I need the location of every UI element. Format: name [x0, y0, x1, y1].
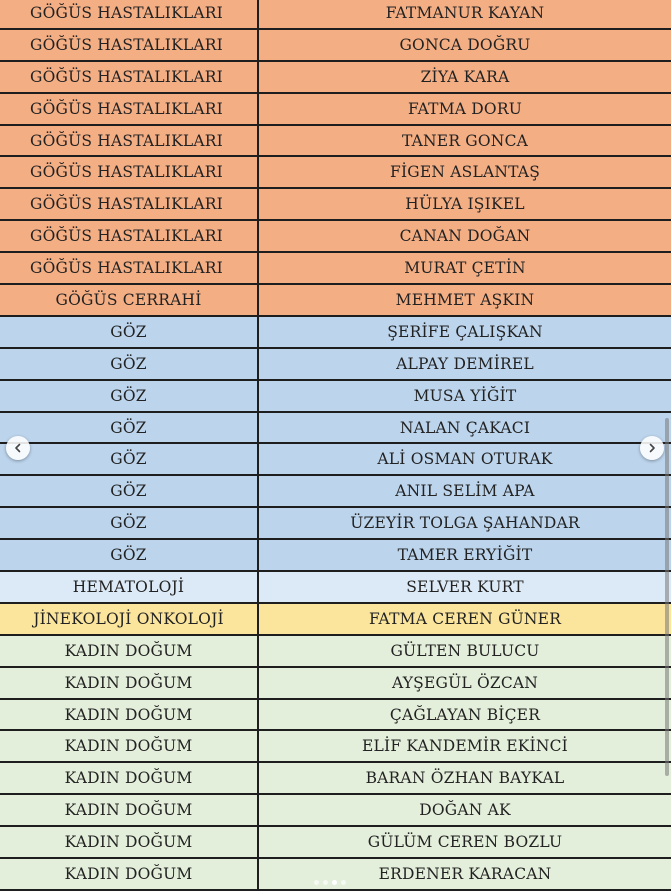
department-cell: GÖĞÜS HASTALIKLARI: [0, 93, 258, 125]
doctor-name-cell: FATMA CEREN GÜNER: [258, 603, 671, 635]
department-cell: GÖĞÜS HASTALIKLARI: [0, 188, 258, 220]
table-row: [0, 61, 671, 93]
table-row: [0, 635, 671, 667]
table-row: [0, 348, 671, 380]
table-row: [0, 858, 671, 890]
department-cell: GÖĞÜS HASTALIKLARI: [0, 125, 258, 157]
doctor-name-cell: ERDENER KARACAN: [258, 858, 671, 890]
doctor-name-cell: AYŞEGÜL ÖZCAN: [258, 667, 671, 699]
doctor-name-cell: GÜLTEN BULUCU: [258, 635, 671, 667]
table-row: [0, 667, 671, 699]
table-row: [0, 188, 671, 220]
doctor-name-cell: FATMA DORU: [258, 93, 671, 125]
table-row: [0, 412, 671, 444]
table-row: [0, 826, 671, 858]
carousel-dots: [314, 880, 346, 885]
department-cell: GÖZ: [0, 507, 258, 539]
table-row: [0, 125, 671, 157]
table-row: [0, 0, 671, 29]
table-row: [0, 699, 671, 731]
doctor-name-cell: HÜLYA IŞIKEL: [258, 188, 671, 220]
vertical-scrollbar[interactable]: [665, 418, 669, 776]
department-cell: GÖZ: [0, 475, 258, 507]
doctor-name-cell: MUSA YİĞİT: [258, 380, 671, 412]
doctor-name-cell: ANIL SELİM APA: [258, 475, 671, 507]
table-row: [0, 443, 671, 475]
table-row: [0, 252, 671, 284]
doctor-name-cell: ALİ OSMAN OTURAK: [258, 443, 671, 475]
doctor-name-cell: SELVER KURT: [258, 571, 671, 603]
table-row: [0, 603, 671, 635]
department-cell: KADIN DOĞUM: [0, 699, 258, 731]
previous-image-button[interactable]: [6, 436, 30, 460]
doctor-name-cell: FİGEN ASLANTAŞ: [258, 156, 671, 188]
table-row: [0, 29, 671, 61]
doctor-name-cell: DOĞAN AK: [258, 794, 671, 826]
department-cell: GÖĞÜS HASTALIKLARI: [0, 29, 258, 61]
table-row: [0, 93, 671, 125]
department-cell: GÖĞÜS CERRAHİ: [0, 284, 258, 316]
doctor-name-cell: GONCA DOĞRU: [258, 29, 671, 61]
table-row: [0, 284, 671, 316]
table-row: [0, 794, 671, 826]
doctor-name-cell: NALAN ÇAKACI: [258, 412, 671, 444]
doctor-name-cell: GÜLÜM CEREN BOZLU: [258, 826, 671, 858]
table-row: [0, 156, 671, 188]
table-row: [0, 730, 671, 762]
doctor-name-cell: ÜZEYİR TOLGA ŞAHANDAR: [258, 507, 671, 539]
table-row: [0, 507, 671, 539]
doctor-name-cell: ZİYA KARA: [258, 61, 671, 93]
department-cell: GÖZ: [0, 380, 258, 412]
department-cell: HEMATOLOJİ: [0, 571, 258, 603]
table-row: [0, 762, 671, 794]
carousel-dot[interactable]: [314, 880, 319, 885]
department-cell: KADIN DOĞUM: [0, 667, 258, 699]
department-cell: KADIN DOĞUM: [0, 826, 258, 858]
doctor-name-cell: MURAT ÇETİN: [258, 252, 671, 284]
department-cell: KADIN DOĞUM: [0, 635, 258, 667]
department-cell: KADIN DOĞUM: [0, 858, 258, 890]
doctor-name-cell: ELİF KANDEMİR EKİNCİ: [258, 730, 671, 762]
doctor-name-cell: ŞERİFE ÇALIŞKAN: [258, 316, 671, 348]
carousel-dot[interactable]: [332, 880, 337, 885]
doctor-name-cell: ALPAY DEMİREL: [258, 348, 671, 380]
department-cell: GÖĞÜS HASTALIKLARI: [0, 252, 258, 284]
doctor-name-cell: TAMER ERYİĞİT: [258, 539, 671, 571]
department-cell: GÖZ: [0, 348, 258, 380]
department-cell: JİNEKOLOJİ ONKOLOJİ: [0, 603, 258, 635]
table-row: [0, 220, 671, 252]
carousel-dot[interactable]: [341, 880, 346, 885]
table-row: [0, 571, 671, 603]
doctor-name-cell: TANER GONCA: [258, 125, 671, 157]
doctor-name-cell: MEHMET AŞKIN: [258, 284, 671, 316]
department-cell: GÖZ: [0, 316, 258, 348]
chevron-left-icon: [13, 443, 23, 453]
carousel-dot[interactable]: [323, 880, 328, 885]
department-cell: KADIN DOĞUM: [0, 762, 258, 794]
table-row: [0, 380, 671, 412]
next-image-button[interactable]: [640, 436, 664, 460]
department-cell: KADIN DOĞUM: [0, 794, 258, 826]
department-cell: GÖĞÜS HASTALIKLARI: [0, 220, 258, 252]
doctor-name-cell: BARAN ÖZHAN BAYKAL: [258, 762, 671, 794]
table-row: [0, 316, 671, 348]
department-cell: GÖZ: [0, 443, 258, 475]
doctor-name-cell: ÇAĞLAYAN BİÇER: [258, 699, 671, 731]
department-cell: GÖZ: [0, 539, 258, 571]
table-row: [0, 539, 671, 571]
department-cell: GÖĞÜS HASTALIKLARI: [0, 61, 258, 93]
chevron-right-icon: [647, 443, 657, 453]
doctor-name-cell: CANAN DOĞAN: [258, 220, 671, 252]
department-cell: GÖĞÜS HASTALIKLARI: [0, 156, 258, 188]
table-row: [0, 475, 671, 507]
department-cell: GÖĞÜS HASTALIKLARI: [0, 0, 258, 29]
doctor-name-cell: FATMANUR KAYAN: [258, 0, 671, 29]
department-cell: GÖZ: [0, 412, 258, 444]
department-cell: KADIN DOĞUM: [0, 730, 258, 762]
